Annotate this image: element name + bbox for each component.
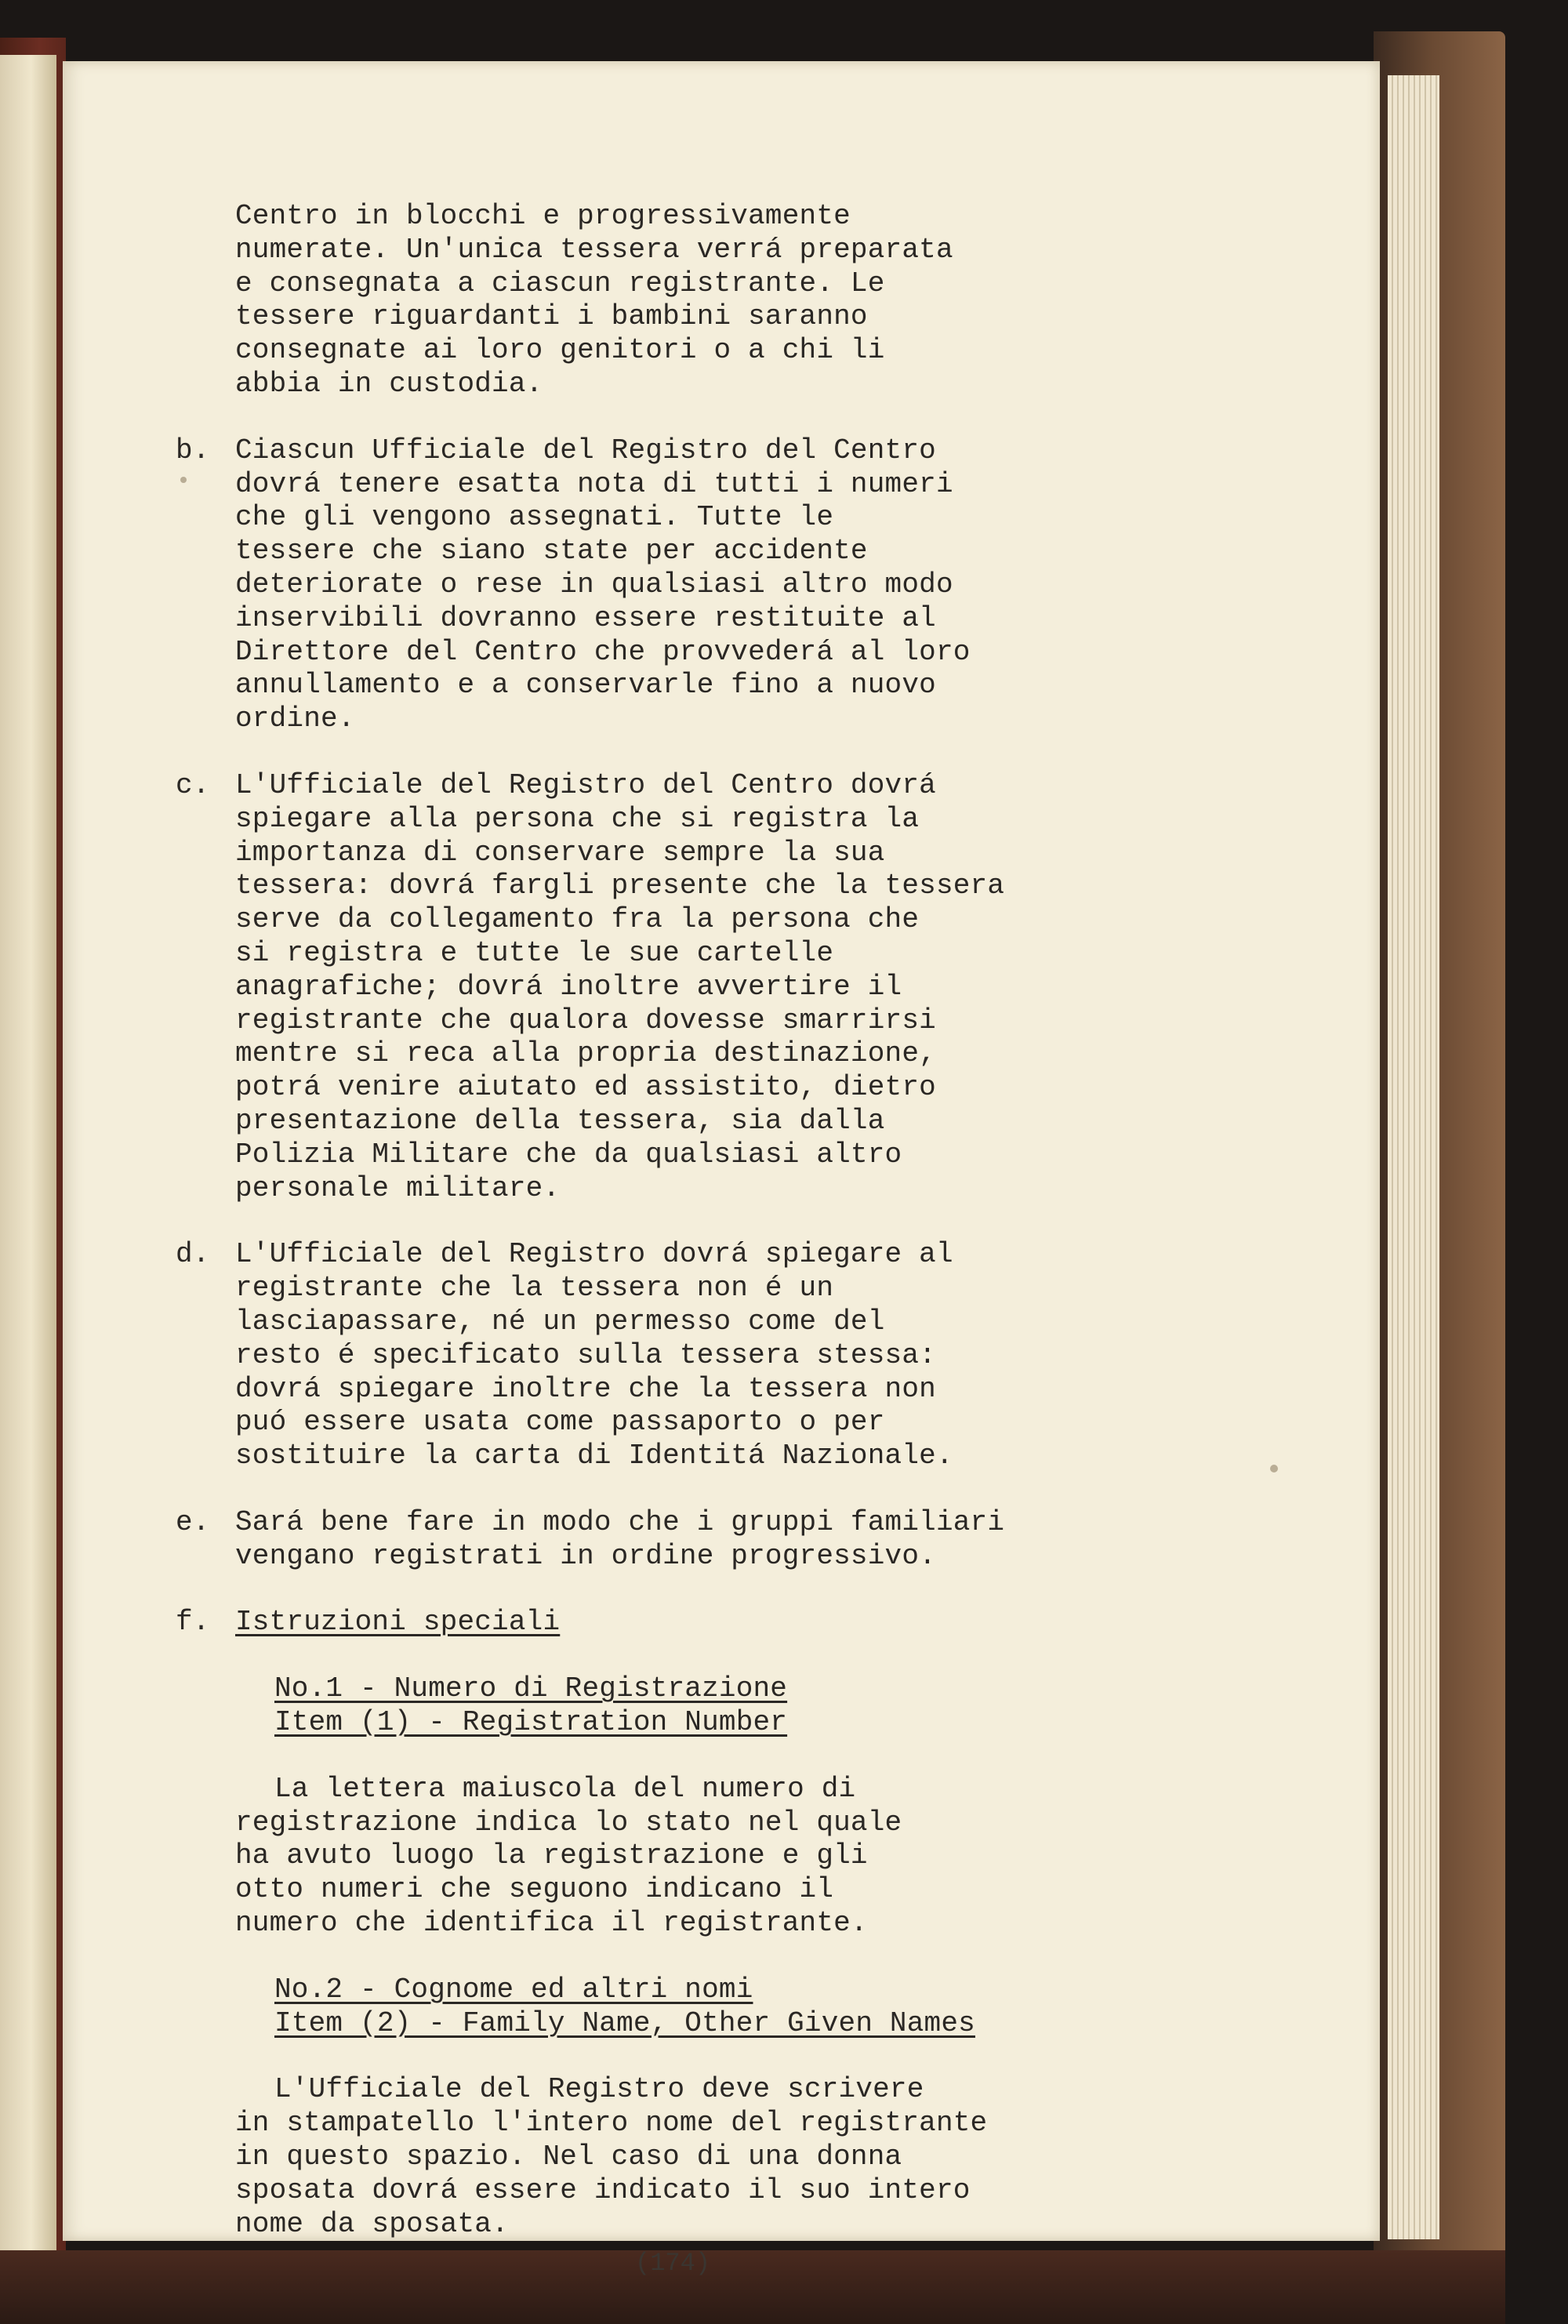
text-line: nome da sposata. [235,2207,509,2240]
section-b [176,434,1286,736]
text-line: ha avuto luogo la registrazione e gli [235,1839,868,1872]
document-body [176,200,1286,2241]
text-line: L'Ufficiale del Registro del Centro dovrá [235,768,936,801]
text-line: abbia in custodia. [235,367,543,400]
item-title-italian: No.2 - Cognome ed altri nomi [274,1973,753,2006]
section-f [176,1606,1286,2241]
text-line: registrante che la tessera non é un [235,1272,834,1305]
item-1-body [235,1773,1286,1941]
text-line: tessera: dovrá fargli presente che la tessera [235,870,1005,902]
text-line: puó essere usata come passaporto o per [235,1406,885,1439]
text-line: registrazione indica lo stato nel quale [235,1806,902,1839]
paper-blemish [180,477,187,483]
text-line: resto é specificato sulla tessera stessa: [235,1338,936,1371]
text-line: si registra e tutte le sue cartelle [235,936,834,969]
text-line: numero che identifica il registrante. [235,1907,868,1940]
text-line: anagrafiche; dovrá inoltre avvertire il [235,970,902,1003]
section-heading: Istruzioni speciali [235,1606,561,1639]
text-line: deteriorate o rese in qualsiasi altro modo [235,568,953,601]
text-line: consegnate ai loro genitori o a chi li [235,334,885,367]
item-2-body [235,2073,1286,2241]
text-line: Sará bene fare in modo che i gruppi familiari [235,1505,1005,1538]
book-cover-bottom [0,2250,1505,2324]
section-letter: d. [176,1238,210,1271]
text-line: che gli vengono assegnati. Tutte le [235,501,834,534]
text-line: L'Ufficiale del Registro deve scrivere [274,2073,924,2106]
text-line: in questo spazio. Nel caso di una donna [235,2141,902,2173]
text-line: sposata dovrá essere indicato il suo intero [235,2173,971,2206]
text-line: inservibili dovranno essere restituite al [235,601,936,634]
text-line: annullamento e a conservarle fino a nuovo [235,669,936,702]
section-d [176,1238,1286,1473]
text-line: sostituire la carta di Identitá Nazionale. [235,1440,953,1472]
section-letter: c. [176,768,210,801]
item-1-heading [274,1672,1286,1740]
text-line: personale militare. [235,1171,561,1204]
text-line: La lettera maiuscola del numero di [274,1772,856,1805]
left-page-edge [0,55,56,2250]
section-e [176,1505,1286,1574]
page-stack-edges [1388,75,1439,2239]
item-title-italian: No.1 - Numero di Registrazione [274,1672,788,1705]
text-line: spiegare alla persona che si registra la [235,802,920,835]
text-line: e consegnata a ciascun registrante. Le [235,267,885,300]
text-line: potrá venire aiutato ed assistito, dietro [235,1071,936,1104]
text-line: L'Ufficiale del Registro dovrá spiegare al [235,1238,953,1271]
text-line: otto numeri che seguono indicano il [235,1873,834,1906]
item-2-heading [274,1974,1286,2041]
text-line: tessere che siano state per accidente [235,535,868,568]
section-letter: b. [176,434,210,467]
page-number: (174) [635,2249,711,2278]
text-line: in stampatello l'intero nome del registrante [235,2107,988,2140]
text-line: mentre si reca alla propria destinazione, [235,1037,936,1070]
text-line: ordine. [235,703,355,735]
text-line: lasciapassare, né un permesso come del [235,1305,885,1338]
text-line: Direttore del Centro che provvederá al loro [235,635,971,668]
text-line: Polizia Militare che da qualsiasi altro [235,1138,902,1171]
text-line: registrante che qualora dovesse smarrirsi [235,1004,936,1037]
text-line: vengano registrati in ordine progressivo. [235,1539,936,1572]
section-letter: e. [176,1505,210,1538]
text-line: Centro in blocchi e progressivamente [235,200,851,232]
text-line: presentazione della tessera, sia dalla [235,1104,885,1137]
item-title-english: Item (1) - Registration Number [274,1706,788,1739]
section-c [176,768,1286,1205]
text-line: numerate. Un'unica tessera verrá preparata [235,233,953,266]
item-title-english: Item (2) - Family Name, Other Given Names [274,2006,975,2039]
text-line: serve da collegamento fra la persona che [235,903,920,936]
text-line: dovrá tenere esatta nota di tutti i numeri [235,467,953,500]
continuation-paragraph [235,200,1286,401]
text-line: Ciascun Ufficiale del Registro del Centro [235,434,936,467]
section-letter: f. [176,1606,210,1639]
text-line: tessere riguardanti i bambini saranno [235,300,868,333]
text-line: importanza di conservare sempre la sua [235,836,885,869]
text-line: dovrá spiegare inoltre che la tessera non [235,1372,936,1405]
